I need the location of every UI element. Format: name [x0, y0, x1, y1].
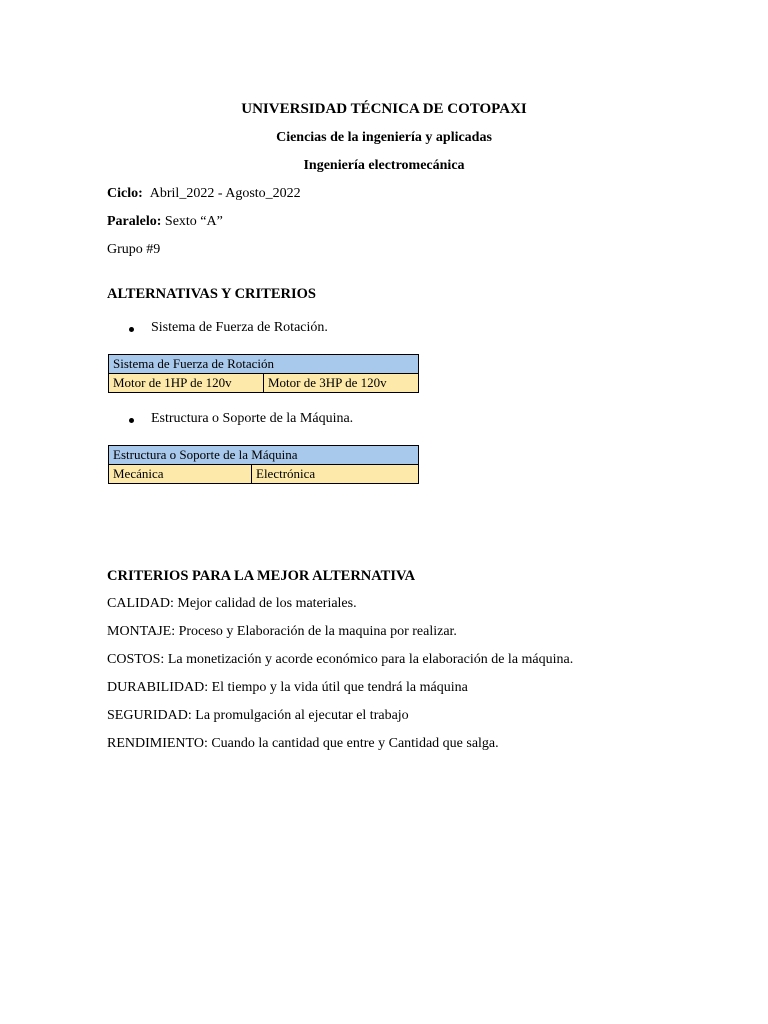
criterio-item-calidad: CALIDAD: Mejor calidad de los materiales.: [107, 596, 357, 611]
grupo-line: Grupo #9: [107, 242, 161, 257]
ciclo-value: Abril_2022 - Agosto_2022: [149, 186, 301, 201]
university-title: UNIVERSIDAD TÉCNICA DE COTOPAXI: [241, 101, 527, 117]
criterio-item-seguridad: SEGURIDAD: La promulgación al ejecutar el trabajo: [107, 708, 409, 723]
paralelo-label: Paralelo:: [107, 214, 162, 229]
bullet-item-estructura: [132, 411, 353, 427]
alternativas-heading: ALTERNATIVAS Y CRITERIOS: [107, 286, 316, 302]
criterio-item-costos: COSTOS: La monetización y acorde económico para la elaboración de la máquina.: [107, 652, 574, 667]
table-cell: Motor de 1HP de 120v: [109, 374, 264, 393]
bullet-icon: [129, 327, 134, 332]
bullet-text: Estructura o Soporte de la Máquina.: [151, 411, 354, 426]
faculty-title: Ciencias de la ingeniería y aplicadas: [276, 130, 492, 145]
bullet-text: Sistema de Fuerza de Rotación.: [151, 320, 328, 335]
ciclo-label: Ciclo:: [107, 186, 143, 201]
bullet-icon: [129, 418, 134, 423]
bullet-item-rotacion: [132, 320, 328, 336]
criterio-item-rendimiento: RENDIMIENTO: Cuando la cantidad que entre y Cantidad que salga.: [107, 736, 499, 751]
career-title: Ingeniería electromecánica: [303, 158, 465, 173]
rotacion-table: [108, 354, 419, 393]
criterios-heading: CRITERIOS PARA LA MEJOR ALTERNATIVA: [107, 568, 416, 584]
criterio-item-durabilidad: DURABILIDAD: El tiempo y la vida útil que tendrá la máquina: [107, 680, 468, 695]
criterio-item-montaje: MONTAJE: Proceso y Elaboración de la maquina por realizar.: [107, 624, 457, 639]
estructura-table: [108, 445, 419, 484]
table-cell: Electrónica: [252, 465, 419, 484]
paralelo-value: Sexto “A”: [164, 214, 223, 229]
ciclo-line: [107, 186, 301, 202]
table-cell: Mecánica: [109, 465, 252, 484]
paralelo-line: [107, 214, 223, 230]
table-header-cell: Sistema de Fuerza de Rotación: [109, 355, 419, 374]
table-header-cell: Estructura o Soporte de la Máquina: [109, 446, 419, 465]
table-cell: Motor de 3HP de 120v: [264, 374, 419, 393]
